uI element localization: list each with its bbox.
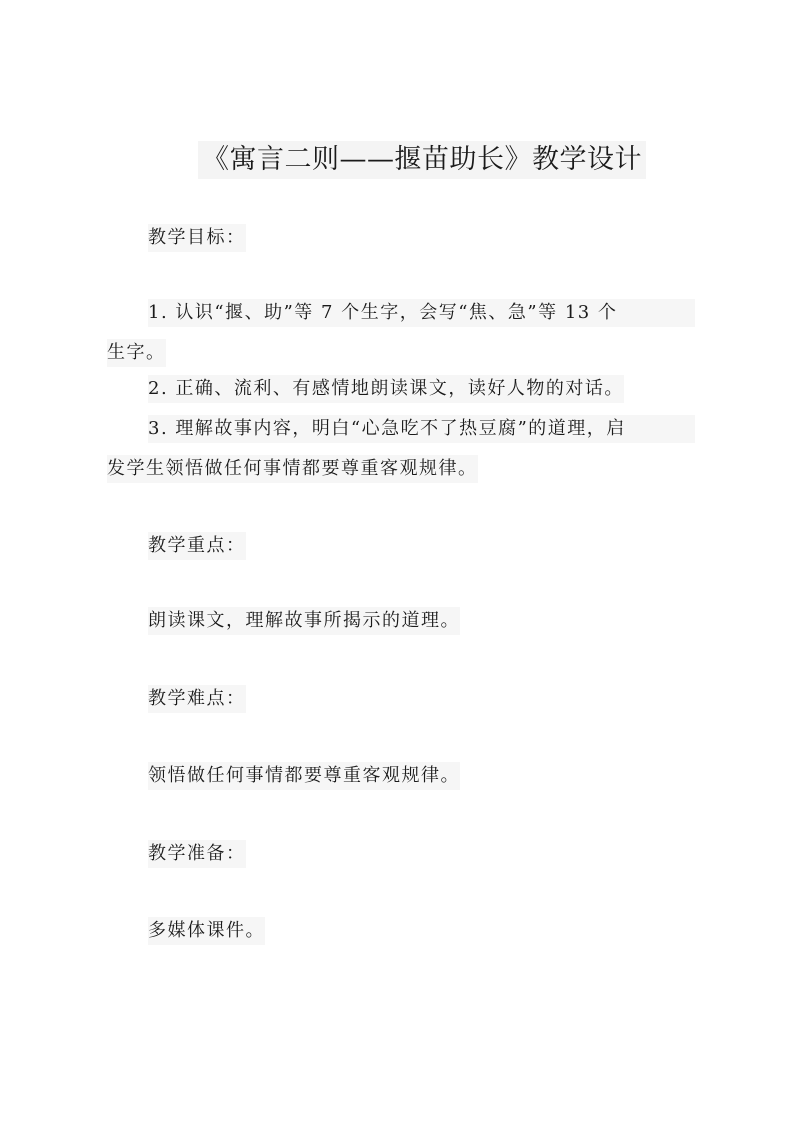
key-points-text: 朗读课文，理解故事所揭示的道理。 xyxy=(148,607,460,635)
difficulties-text: 领悟做任何事情都要尊重客观规律。 xyxy=(148,762,460,790)
goals-heading: 教学目标： xyxy=(148,224,246,252)
document-title: 《寓言二则——揠苗助长》教学设计 xyxy=(198,141,646,179)
key-points-heading: 教学重点： xyxy=(148,532,246,560)
goal-item-1-line-1: 1. 认识“揠、助”等 7 个生字，会写“焦、急”等 13 个 xyxy=(148,299,695,327)
goal-item-3-line-2: 发学生领悟做任何事情都要尊重客观规律。 xyxy=(107,455,478,483)
difficulties-heading: 教学难点： xyxy=(148,685,246,713)
goal-item-2: 2. 正确、流利、有感情地朗读课文，读好人物的对话。 xyxy=(148,375,624,403)
preparation-text: 多媒体课件。 xyxy=(148,917,265,945)
goal-item-1-line-2: 生字。 xyxy=(107,339,166,367)
preparation-heading: 教学准备： xyxy=(148,840,246,868)
goal-item-3-line-1: 3. 理解故事内容，明白“心急吃不了热豆腐”的道理，启 xyxy=(148,415,695,443)
